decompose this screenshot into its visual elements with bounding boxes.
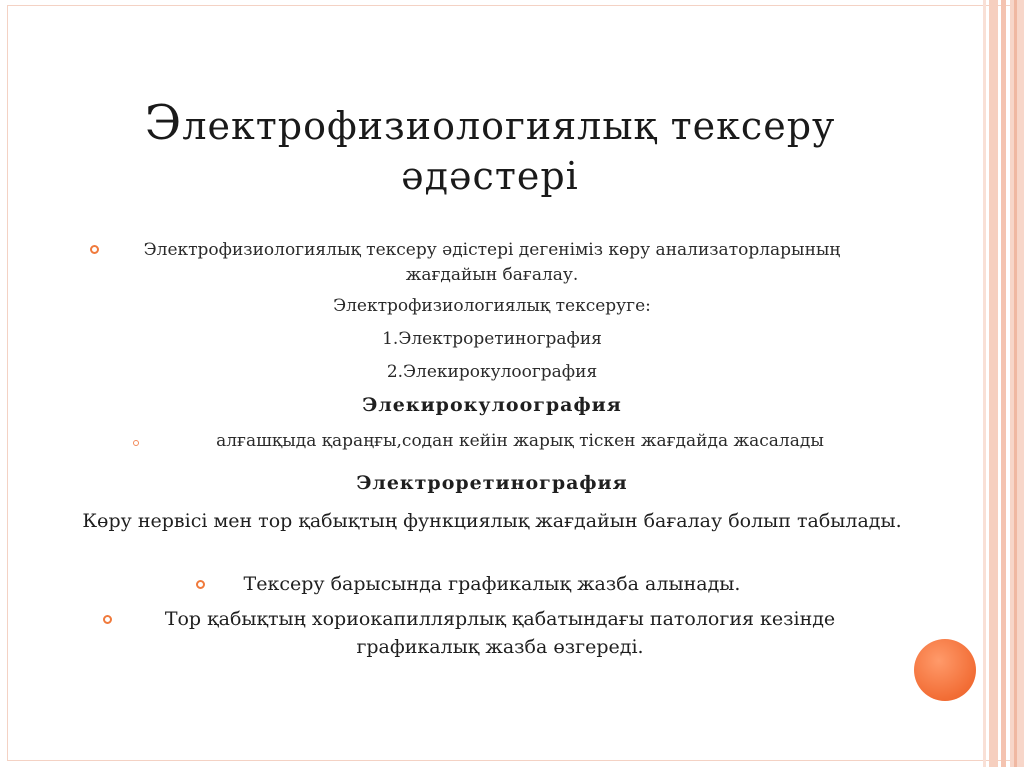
title-line1: лектрофизиологиялық тексеру xyxy=(182,104,836,148)
methods-label: Электрофизиологиялық тексеруге: xyxy=(333,296,651,316)
decorative-stripe xyxy=(983,0,986,767)
erg-point-2: Тор қабықтың хориокапиллярлық қабатындағы патология кезінде графикалық жазба өзгереді. xyxy=(164,608,836,658)
method-item-1: 1.Электроретинография xyxy=(382,329,602,349)
title-initial: Э xyxy=(144,95,183,151)
decorative-stripe xyxy=(989,0,998,767)
decorative-stripe xyxy=(1014,0,1017,767)
erg-heading: Электроретинография xyxy=(356,472,628,494)
title-line2: әдәстері xyxy=(401,154,579,198)
bullet-icon xyxy=(90,245,99,254)
method-item-2: 2.Элекирокулоография xyxy=(386,362,598,382)
decorative-stripe xyxy=(1010,0,1024,767)
eog-heading: Элекирокулоография xyxy=(362,394,622,416)
slide-title xyxy=(60,95,920,201)
decorative-circle xyxy=(914,639,976,701)
bullet-icon xyxy=(103,615,112,624)
erg-point-1: Тексеру барысында графикалық жазба алынады. xyxy=(243,573,741,595)
decorative-stripe xyxy=(1001,0,1006,767)
erg-description: Көру нервісі мен тор қабықтың функциялық жағдайын бағалау болып табылады. xyxy=(82,510,902,532)
sub-bullet-icon xyxy=(133,440,139,446)
intro-text: Электрофизиологиялық тексеру әдістері дегеніміз көру анализаторларының жағдайын бағалау. xyxy=(143,240,841,285)
eog-description: алғашқыда қараңғы,содан кейін жарық тіскен жағдайда жасалады xyxy=(216,431,824,451)
